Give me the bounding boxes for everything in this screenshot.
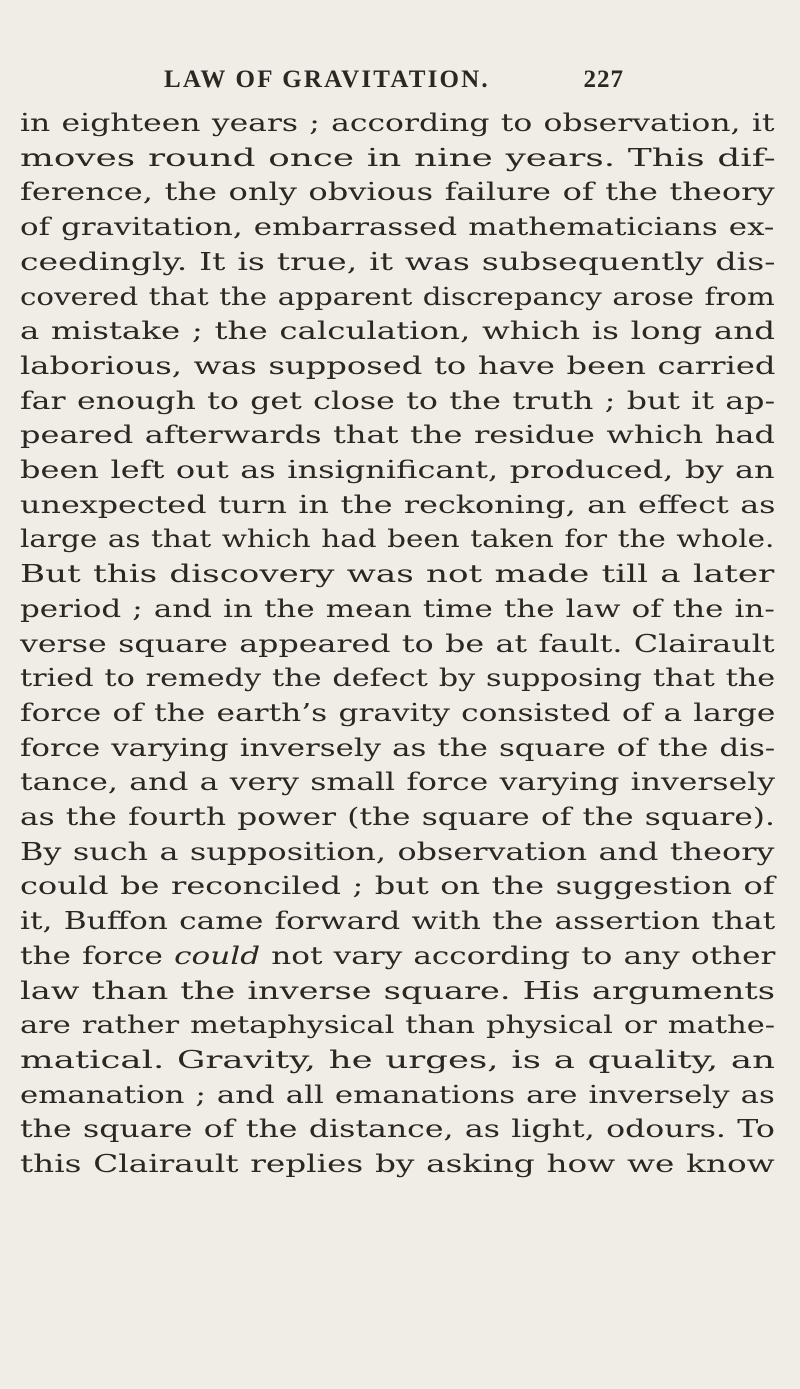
text-line: But this discovery was not made till a later [20,560,775,589]
emphasized-word: could [174,941,261,970]
text-line: in eighteen years ; according to observation, it [20,109,775,137]
text-segment: the force [20,941,175,970]
text-line: large as that which had been taken for the whole. [20,525,775,554]
text-line: the square of the distance, as light, odours. To [20,1115,775,1144]
text-line: are rather metaphysical than physical or mathe- [20,1011,776,1040]
text-segment: not vary according to any other [260,941,776,970]
text-line: peared afterwards that the residue which had [20,421,775,450]
text-line: tried to remedy the defect by supposing that the [20,664,776,693]
text-line: tance, and a very small force varying inversely [20,768,776,797]
text-line-with-emphasis [20,939,775,974]
text-line: moves round once in nine years. This dif- [20,143,776,172]
text-line: ceedingly. It is true, it was subsequently dis- [20,247,776,276]
text-line: laborious, was supposed to have been carried [20,351,776,380]
text-line: force varying inversely as the square of the dis- [20,733,776,762]
text-line: been left out as insignificant, produced, by an [20,456,775,484]
text-line: could be reconciled ; but on the suggestion of [20,872,775,901]
text-line: force of the earth’s gravity consisted of a large [20,698,776,727]
text-line: a mistake ; the calculation, which is long and [20,317,775,346]
text-line: period ; and in the mean time the law of the in- [20,594,775,623]
text-line: emanation ; and all emanations are inversely as [20,1080,775,1109]
text-line: matical. Gravity, he urges, is a quality, an [20,1045,775,1074]
running-title: LAW OF GRAVITATION. [164,66,490,93]
text-line: of gravitation, embarrassed mathematicians ex- [20,213,775,242]
text-line: By such a supposition, observation and theory [20,837,775,866]
text-line: it, Buffon came forward with the assertion that [20,907,776,936]
text-line: ference, the only obvious failure of the theory [20,178,775,207]
text-line: covered that the apparent discrepancy arose from [20,282,775,311]
text-line: law than the inverse square. His arguments [20,976,776,1005]
text-line: as the fourth power (the square of the square). [20,803,775,831]
text-line: verse square appeared to be at fault. Clairault [20,629,775,658]
page-number: 227 [583,66,624,93]
text-line: unexpected turn in the reckoning, an effect as [20,490,776,519]
text-line: this Clairault replies by asking how we know [20,1150,775,1178]
text-line: far enough to get close to the truth ; but it ap- [20,386,776,415]
running-head [164,60,624,100]
